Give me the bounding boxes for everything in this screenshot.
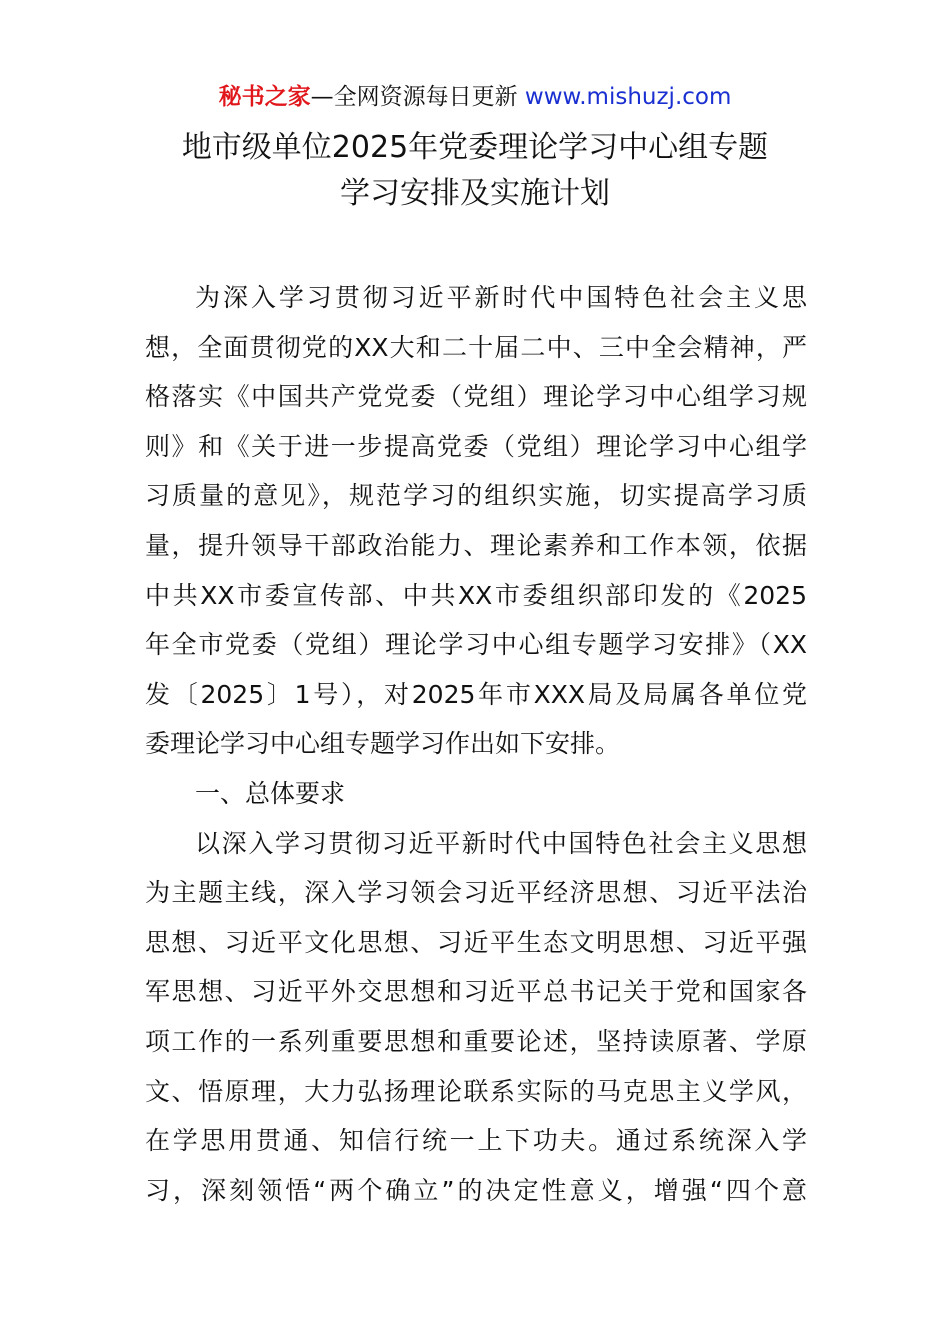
site-url-link[interactable]: www.mishuzj.com bbox=[524, 84, 732, 110]
document-title bbox=[0, 125, 950, 217]
brand-name: 秘书之家 bbox=[218, 84, 311, 110]
section-heading-general-requirements: 一、总体要求 bbox=[195, 778, 346, 808]
intro-line: 为深入学习贯彻习近平新时代中国特色社会主义思 bbox=[195, 283, 807, 312]
intro-line: 年全市党委（党组）理论学习中心组专题学习安排》（XX bbox=[145, 630, 807, 660]
intro-line: 则》和《关于进一步提高党委（党组）理论学习中心组学 bbox=[145, 431, 807, 461]
section-line: 在学思用贯通、知信行统一上下功夫。通过系统深入学 bbox=[145, 1126, 807, 1156]
section-line: 习，深刻领悟“两个确立”的决定性意义，增强“四个意 bbox=[145, 1175, 807, 1205]
intro-line: 量，提升领导干部政治能力、理论素养和工作本领，依据 bbox=[145, 530, 807, 560]
site-header bbox=[0, 80, 950, 114]
section-line: 以深入学习贯彻习近平新时代中国特色社会主义思想 bbox=[195, 828, 807, 858]
intro-line: 习质量的意见》，规范学习的组织实施，切实提高学习质 bbox=[145, 481, 807, 511]
title-line-1: 地市级单位2025年党委理论学习中心组专题 bbox=[181, 130, 769, 165]
intro-line: 格落实《中国共产党党委（党组）理论学习中心组学习规 bbox=[145, 382, 807, 412]
section-line: 项工作的一系列重要思想和重要论述，坚持读原著、学原 bbox=[145, 1026, 807, 1056]
section-line: 军思想、习近平外交思想和习近平总书记关于党和国家各 bbox=[145, 977, 807, 1007]
site-tagline: —全网资源每日更新 bbox=[310, 84, 518, 110]
intro-line: 委理论学习中心组专题学习作出如下安排。 bbox=[145, 729, 621, 759]
section-line: 思想、习近平文化思想、习近平生态文明思想、习近平强 bbox=[145, 927, 807, 957]
intro-line: 发〔2025〕1号），对2025年市XXX局及局属各单位党 bbox=[145, 679, 807, 709]
section-line: 文、悟原理，大力弘扬理论联系实际的马克思主义学风， bbox=[145, 1076, 807, 1106]
intro-line: 想，全面贯彻党的XX大和二十届二中、三中全会精神，严 bbox=[145, 332, 807, 362]
section-line: 为主题主线，深入学习领会习近平经济思想、习近平法治 bbox=[145, 878, 807, 908]
document-body bbox=[145, 273, 807, 1215]
title-line-2: 学习安排及实施计划 bbox=[340, 176, 610, 211]
intro-line: 中共XX市委宣传部、中共XX市委组织部印发的《2025 bbox=[145, 580, 807, 610]
